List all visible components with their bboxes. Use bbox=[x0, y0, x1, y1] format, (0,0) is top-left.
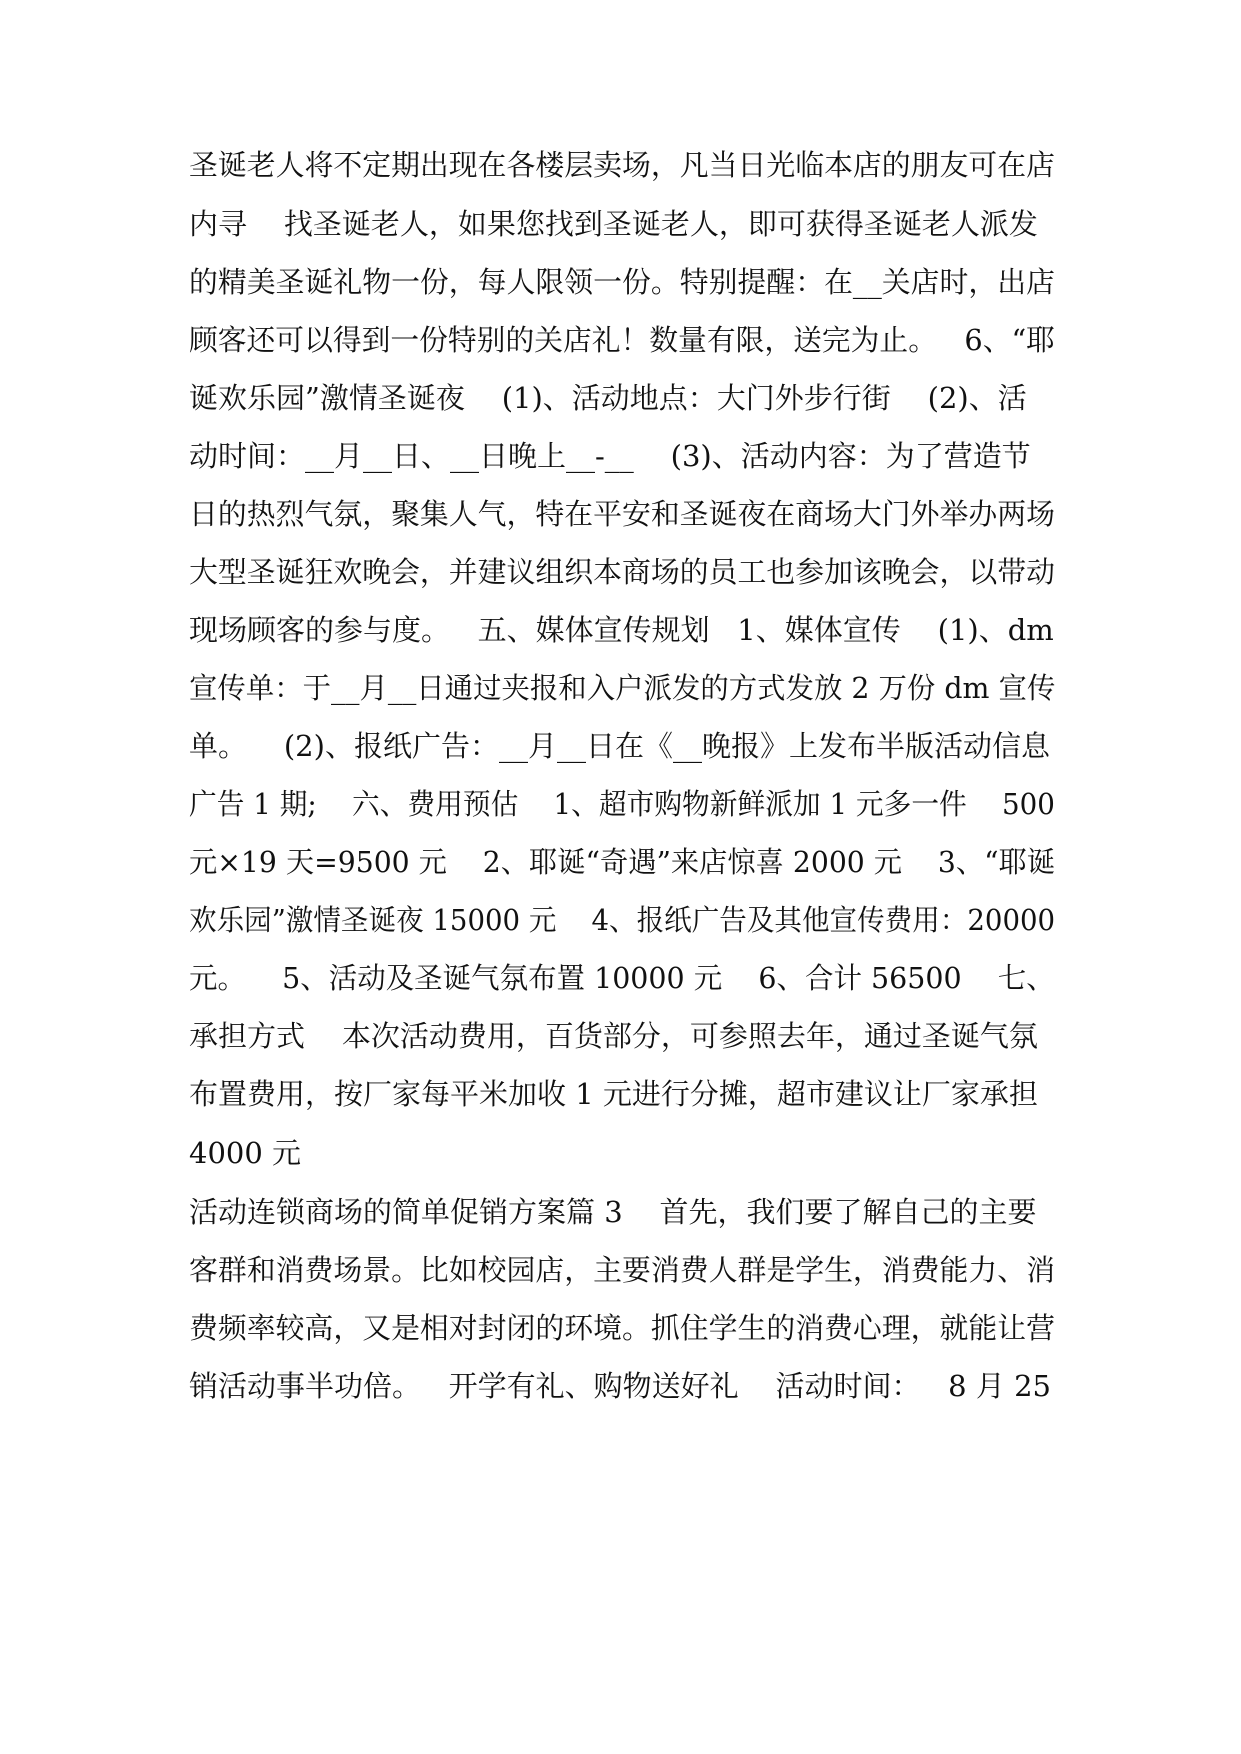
text-line: 承担方式 本次活动费用，百货部分，可参照去年，通过圣诞气氛 bbox=[189, 1019, 1038, 1053]
text-line: 欢乐园”激情圣诞夜 15000 元 4、报纸广告及其他宣传费用：20000 bbox=[189, 903, 1056, 937]
text-line: 内寻 找圣诞老人，如果您找到圣诞老人，即可获得圣诞老人派发 bbox=[189, 207, 1038, 241]
text-line: 日的热烈气氛，聚集人气，特在平安和圣诞夜在商场大门外举办两场 bbox=[189, 497, 1056, 531]
text-line: 宣传单：于__月__日通过夹报和入户派发的方式发放 2 万份 dm 宣传 bbox=[189, 671, 1056, 705]
text-line: 诞欢乐园”激情圣诞夜 (1)、活动地点：大门外步行街 (2)、活 bbox=[189, 381, 1027, 415]
text-line: 动时间：__月__日、__日晚上__-__ (3)、活动内容：为了营造节 bbox=[189, 439, 1031, 473]
text-line: 的精美圣诞礼物一份，每人限领一份。特别提醒：在__关店时，出店 bbox=[189, 265, 1056, 299]
text-line: 现场顾客的参与度。 五、媒体宣传规划 1、媒体宣传 (1)、dm bbox=[189, 613, 1054, 647]
text-line: 元。 5、活动及圣诞气氛布置 10000 元 6、合计 56500 七、 bbox=[189, 961, 1055, 995]
text-line: 布置费用，按厂家每平米加收 1 元进行分摊，超市建议让厂家承担 bbox=[189, 1077, 1038, 1111]
text-line: 单。 (2)、报纸广告：__月__日在《__晚报》上发布半版活动信息 bbox=[189, 729, 1050, 763]
text-line: 费频率较高，又是相对封闭的环境。抓住学生的消费心理，就能让营 bbox=[189, 1311, 1056, 1345]
text-line: 大型圣诞狂欢晚会，并建议组织本商场的员工也参加该晚会，以带动 bbox=[189, 555, 1056, 589]
text-line: 顾客还可以得到一份特别的关店礼！数量有限，送完为止。 6、“耶 bbox=[189, 323, 1055, 357]
text-line: 活动连锁商场的简单促销方案篇 3 首先，我们要了解自己的主要 bbox=[189, 1195, 1037, 1229]
text-line: 客群和消费场景。比如校园店，主要消费人群是学生，消费能力、消 bbox=[189, 1253, 1056, 1287]
text-line: 4000 元 bbox=[189, 1136, 302, 1170]
text-line: 圣诞老人将不定期出现在各楼层卖场，凡当日光临本店的朋友可在店 bbox=[189, 148, 1056, 182]
text-line: 元×19 天=9500 元 2、耶诞“奇遇”来店惊喜 2000 元 3、“耶诞 bbox=[189, 845, 1056, 879]
text-line: 销活动事半功倍。 开学有礼、购物送好礼 活动时间： 8 月 25 bbox=[189, 1369, 1051, 1403]
text-line: 广告 1 期; 六、费用预估 1、超市购物新鲜派加 1 元多一件 500 bbox=[189, 787, 1055, 821]
